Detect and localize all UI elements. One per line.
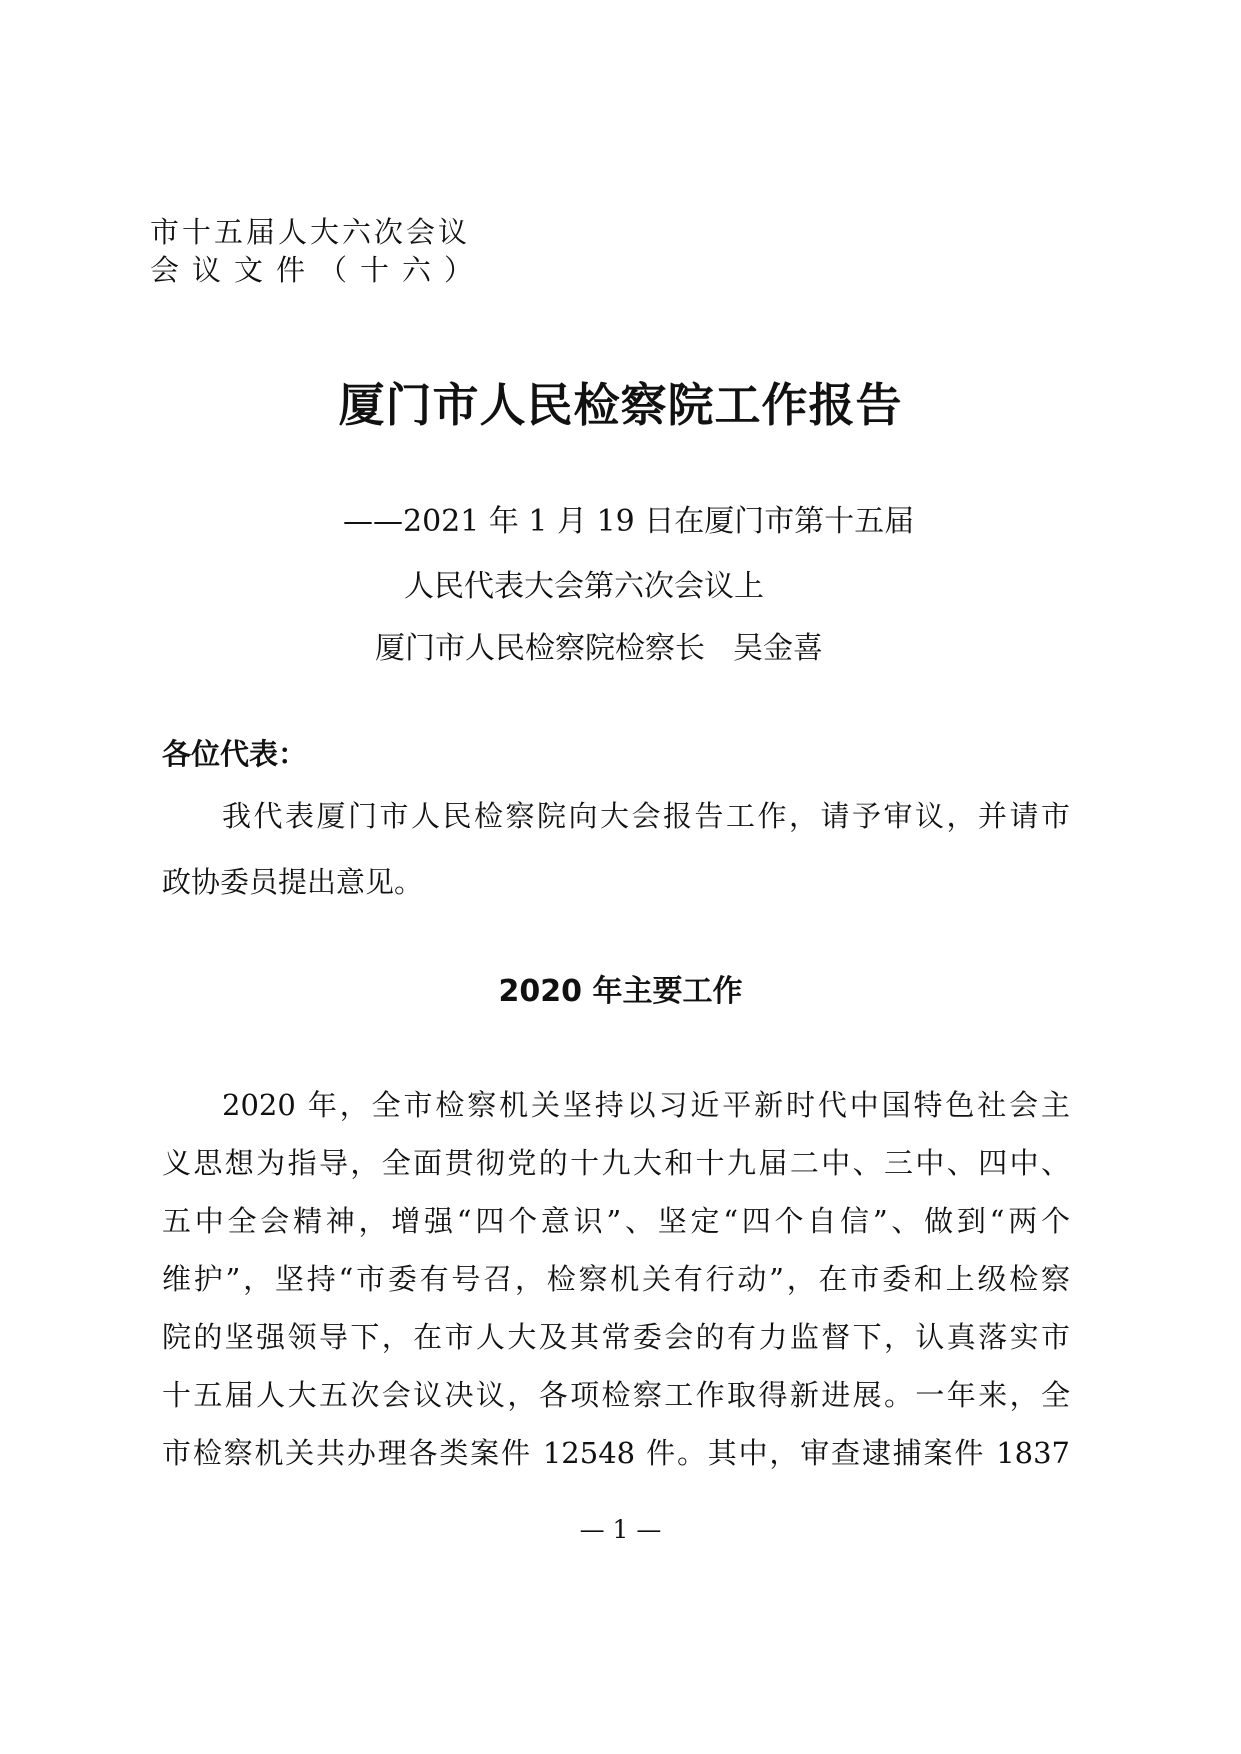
body-line: 五中全会精神，增强“四个意识”、坚定“四个自信”、做到“两个	[162, 1204, 1070, 1238]
subtitle-line-1: ——2021 年 1 月 19 日在厦门市第十五届	[343, 504, 915, 539]
intro-line-2: 政协委员提出意见。	[162, 865, 424, 899]
body-line: 院的坚强领导下，在市人大及其常委会的有力监督下，认真落实市	[162, 1320, 1070, 1354]
intro-line-1: 我代表厦门市人民检察院向大会报告工作，请予审议，并请市	[222, 799, 1070, 833]
salutation: 各位代表：	[162, 737, 308, 771]
subtitle-line-2: 人民代表大会第六次会议上	[404, 569, 764, 604]
meeting-name: 市十五届人大六次会议	[150, 215, 471, 249]
reporter-title: 厦门市人民检察院检察长	[375, 631, 705, 666]
reporter-name: 吴金喜	[733, 631, 823, 666]
body-line: 维护”，坚持“市委有号召，检察机关有行动”，在市委和上级检察	[162, 1262, 1070, 1296]
body-line: 2020 年，全市检察机关坚持以习近平新时代中国特色社会主	[222, 1088, 1070, 1122]
page-number: — 1 —	[579, 1515, 662, 1544]
page-title: 厦门市人民检察院工作报告	[338, 378, 903, 432]
document-number: 会议文件（十六）	[150, 253, 487, 287]
body-line: 十五届人大五次会议决议，各项检察工作取得新进展。一年来，全	[162, 1378, 1070, 1412]
body-line: 义思想为指导，全面贯彻党的十九大和十九届二中、三中、四中、	[162, 1146, 1070, 1180]
subtitle-line-3	[375, 629, 823, 669]
section-heading: 2020 年主要工作	[498, 974, 743, 1009]
body-line: 市检察机关共办理各类案件 12548 件。其中，审查逮捕案件 1837	[162, 1436, 1070, 1470]
